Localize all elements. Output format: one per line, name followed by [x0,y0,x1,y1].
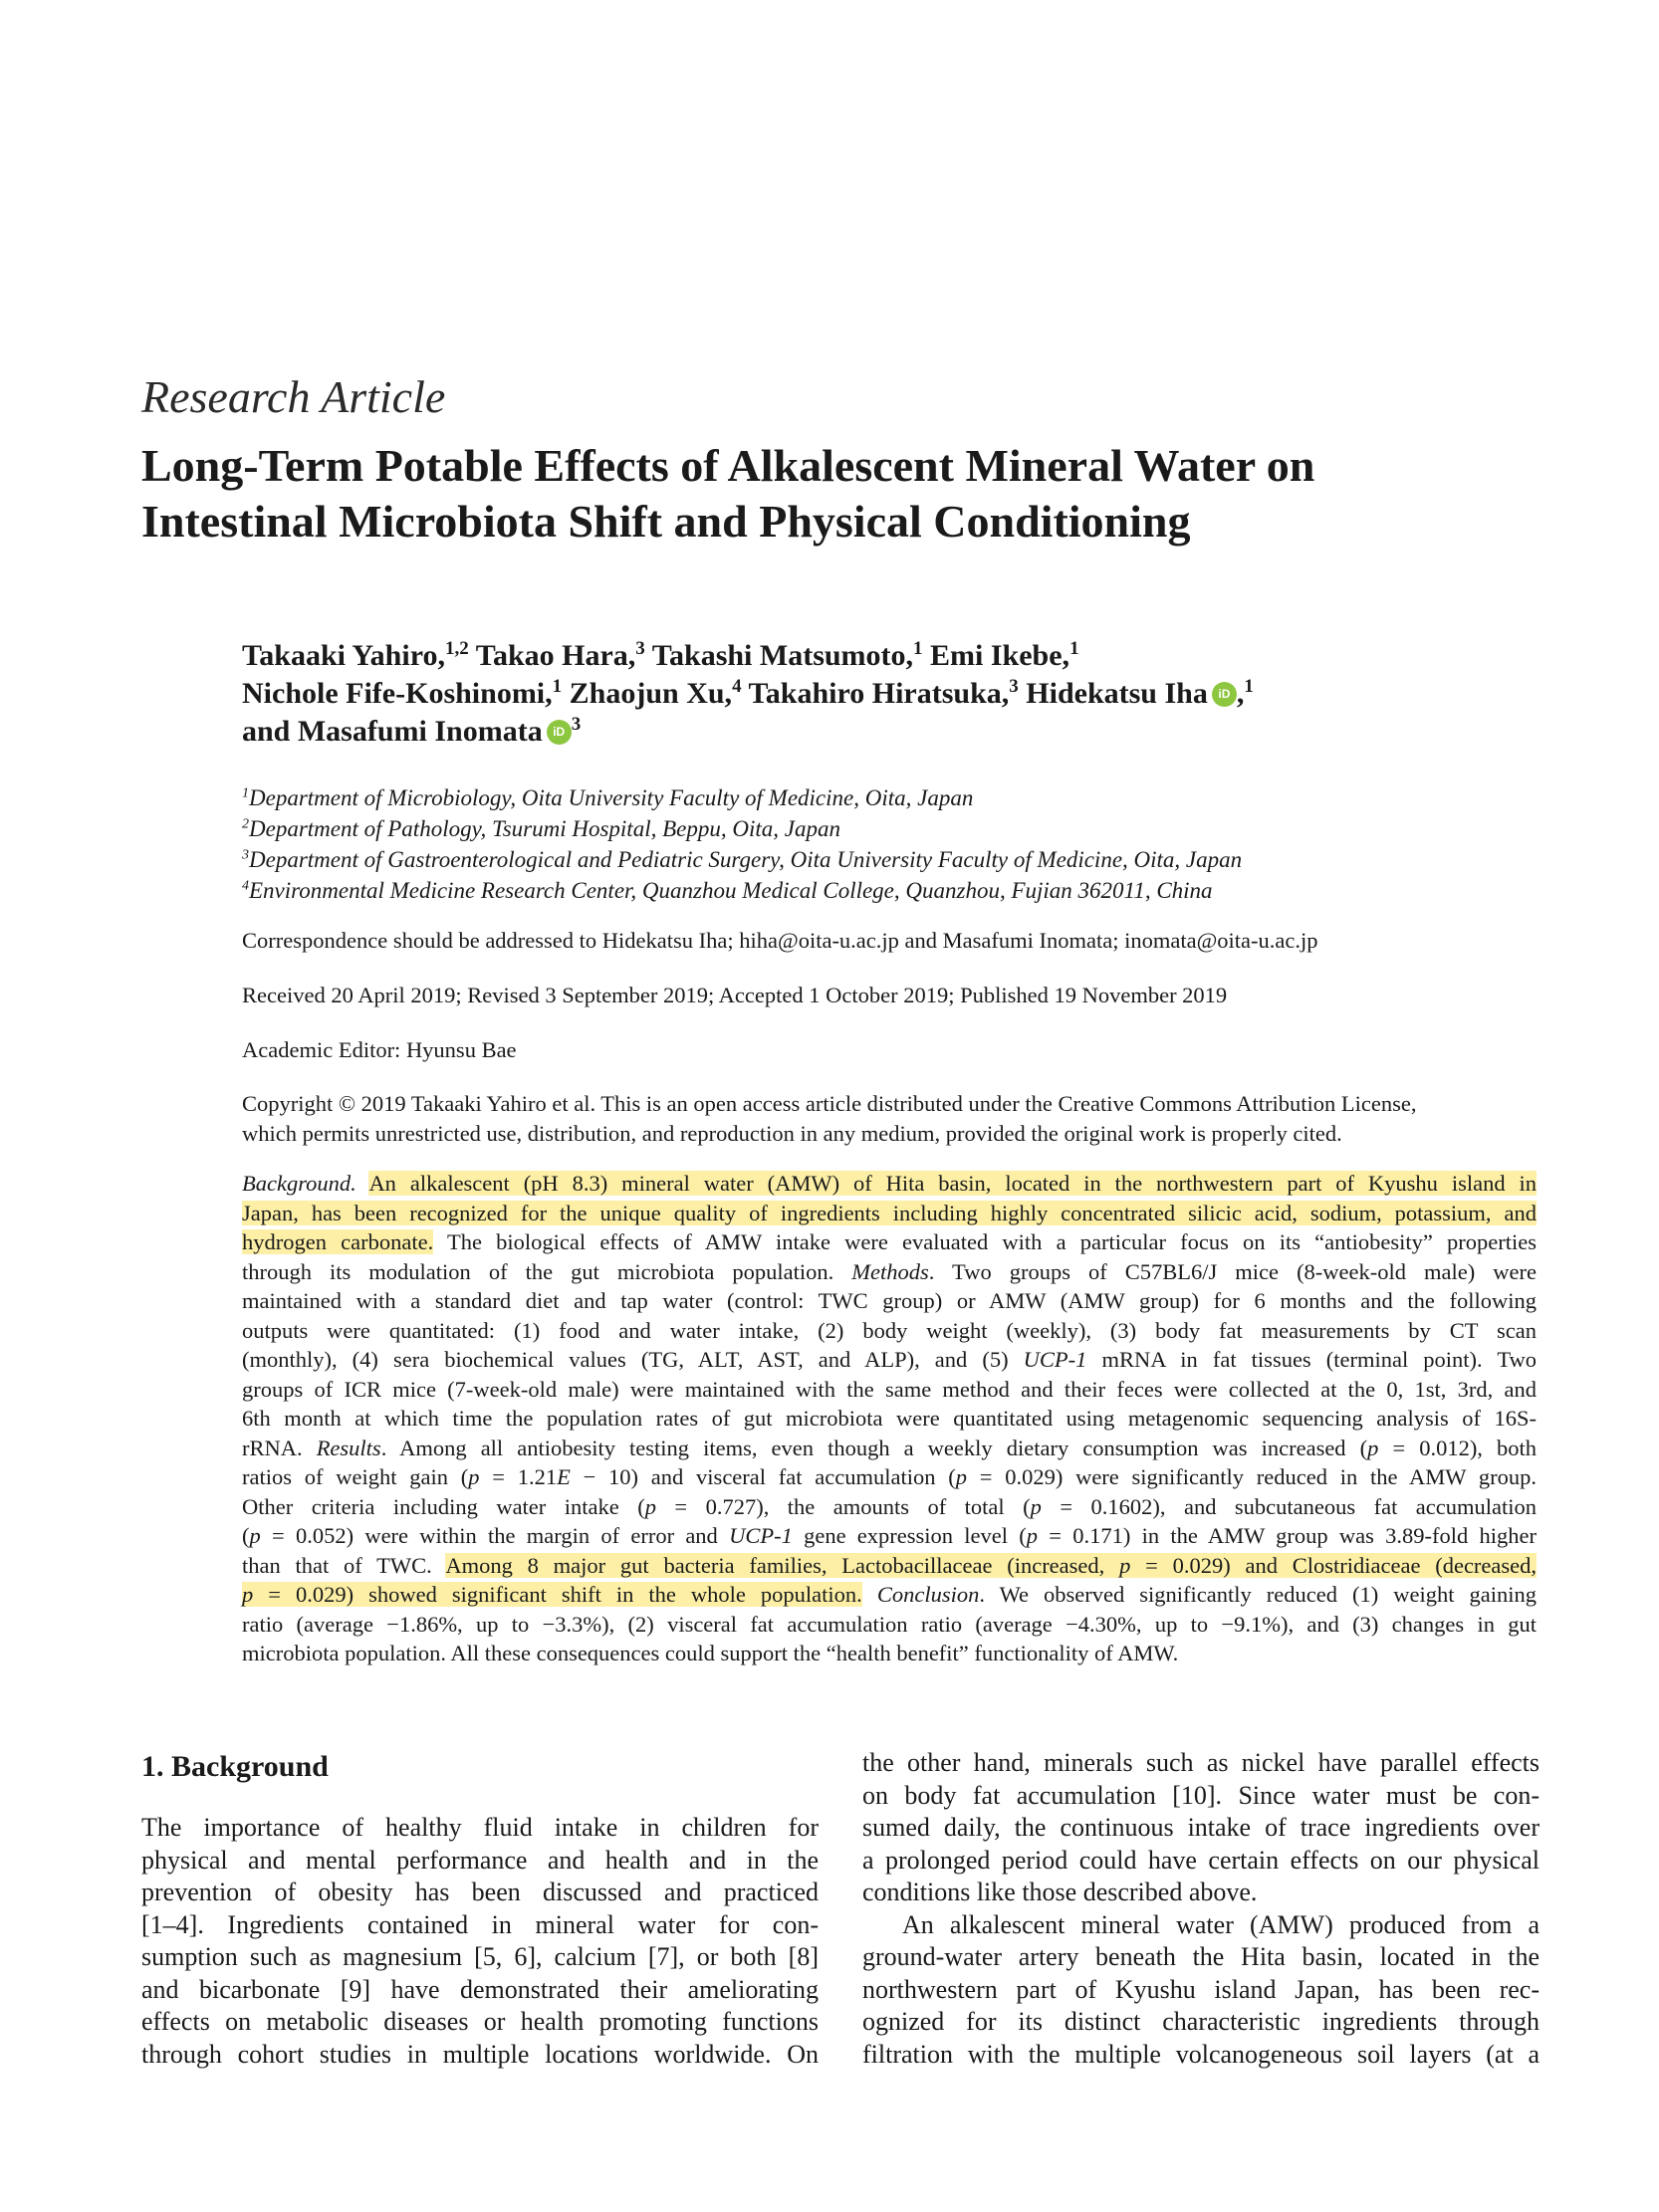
body-line: [1–4]. Ingredients contained in mineral water for con- [141,1909,819,1939]
affiliation-item [242,782,1537,813]
p-symbol: p [955,1464,967,1489]
author-name: Zhaojun Xu, [562,677,733,710]
abstract-text: Among 8 major gut bacteria families, Lactobacillaceae (increased, [445,1552,1120,1578]
abstract-text: than that of TWC. [242,1552,446,1578]
abstract-text: = 0.1602), and subcutaneous fat accumulation [1041,1493,1538,1519]
copyright-line: Copyright © 2019 Takaaki Yahiro et al. This is an open access article distributed under the Creative Commons Attribution License, [242,1091,1417,1116]
abstract-line [242,1257,1537,1287]
highlight [242,1582,862,1607]
abstract-text: = 0.171) in the AMW group was 3.89-fold higher [1038,1523,1538,1548]
abstract-line [242,1434,1537,1463]
abstract-text: = 0.727), the amounts of total ( [655,1493,1031,1519]
abstract-line [242,1199,1537,1228]
p-symbol: p [1119,1552,1131,1578]
abstract-text: = 0.029) and Clostridiaceae (decreased, [1130,1552,1538,1578]
affiliation-marker: 3 [571,714,582,735]
affiliation-text: Department of Pathology, Tsurumi Hospital, Beppu, Oita, Japan [249,816,840,841]
abstract-line: maintained with a standard diet and tap water (control: TWC group) or AMW (AMW group) for 6 months and the following [242,1288,1537,1313]
author-name: Emi Ikebe, [922,639,1070,672]
affiliation-number: 3 [242,847,249,863]
abstract-text: through its modulation of the gut microbiota population. [242,1258,852,1284]
affiliation-marker: 4 [732,676,742,697]
affiliation-marker: 3 [635,638,645,659]
body-line: and bicarbonate [9] have demonstrated their ameliorating [141,1974,819,2004]
body-line: northwestern part of Kyushu island Japan, has been rec- [862,1974,1540,2004]
abstract-text: rRNA. [242,1435,317,1460]
highlight [445,1553,1537,1578]
author-list [242,637,1537,751]
abstract [242,1169,1537,1668]
author-separator: , [1236,677,1245,710]
abstract-label: Methods [851,1258,929,1284]
abstract-line [242,1462,1537,1492]
abstract-line: groups of ICR mice (7-week-old male) were maintained with the same method and their feces were collected at the 0, 1st, 3rd, and [242,1376,1537,1402]
affiliation-number: 4 [242,878,249,894]
section-heading: 1. Background [141,1750,329,1783]
body-line: sumed daily, the continuous intake of trace ingredients over [862,1813,1540,1842]
author-line [242,713,1537,751]
copyright-line: which permits unrestricted use, distribution, and reproduction in any medium, provided the original work is properly cited. [242,1121,1342,1146]
academic-editor: Academic Editor: Hyunsu Bae [242,1037,517,1062]
body-line: filtration with the multiple volcanogeneous soil layers (at a [862,2039,1540,2069]
abstract-line: 6th month at which time the population rates of gut microbiota were quantitated using metagenomic sequencing analysis of 16S- [242,1406,1537,1431]
affiliation-text: Environmental Medicine Research Center, Quanzhou Medical College, Quanzhou, Fujian 362011, China [249,878,1213,903]
body-line: sumption such as magnesium [5, 6], calcium [7], or both [8] [141,1942,819,1971]
body-line: through cohort studies in multiple locations worldwide. On [141,2039,819,2069]
highlight: An alkalescent (pH 8.3) mineral water (AMW) of Hita basin, located in the northwestern part of Kyushu island in [368,1171,1537,1196]
article-title [141,438,1555,550]
body-line: ognized for its distinct characteristic ingredients through [862,2007,1540,2036]
p-symbol: p [1030,1493,1042,1519]
affiliation-number: 1 [242,785,249,801]
body-line: prevention of obesity has been discussed and practiced [141,1878,819,1906]
body-line: ground-water artery beneath the Hita basin, located in the [862,1942,1540,1971]
publication-dates: Received 20 April 2019; Revised 3 September 2019; Accepted 1 October 2019; Published 19 November 2019 [242,983,1228,1007]
abstract-line [242,1492,1537,1522]
author-name: Takashi Matsumoto, [644,639,914,672]
abstract-text: = 0.052) were within the margin of error and [260,1523,730,1548]
affiliation-number: 2 [242,816,249,832]
affiliation-item [242,875,1537,906]
abstract-text: . Among all antiobesity testing items, even though a weekly dietary consumption was increased ( [380,1435,1368,1460]
title-line: Long-Term Potable Effects of Alkalescent Mineral Water on [141,440,1315,491]
p-symbol: p [249,1523,261,1548]
abstract-line: microbiota population. All these consequences could support the “health benefit” functionality of AMW. [242,1641,1179,1665]
abstract-text: = 1.21 [479,1464,558,1489]
affiliation-text: Department of Microbiology, Oita University Faculty of Medicine, Oita, Japan [249,785,974,810]
abstract-line [242,1345,1537,1375]
gene-name: UCP-1 [729,1523,793,1548]
abstract-line: ratio (average −1.86%, up to −3.3%), (2) visceral fat accumulation ratio (average −4.30%, up to −9.1%), and (3) changes in gut [242,1611,1537,1637]
body-line: physical and mental performance and health and in the [141,1845,819,1875]
abstract-text: The biological effects of AMW intake were evaluated with a particular focus on its “antiobesity” properties [433,1229,1538,1254]
abstract-line [242,1551,1537,1581]
orcid-icon[interactable]: iD [1212,682,1237,707]
abstract-line: outputs were quantitated: (1) food and water intake, (2) body weight (weekly), (3) body fat measurements by CT scan [242,1317,1537,1343]
title-line: Intestinal Microbiota Shift and Physical Conditioning [141,496,1191,547]
p-symbol: p [468,1464,480,1489]
article-type: Research Article [141,371,446,422]
abstract-text: = 0.029) showed significant shift in the whole population. [253,1582,862,1607]
abstract-text: Other criteria including water intake ( [242,1493,645,1519]
body-line: conditions like those described above. [862,1878,1258,1906]
author-line [242,637,1537,675]
abstract-label: Results [316,1435,381,1460]
abstract-text: = 0.012), both [1378,1435,1537,1460]
abstract-line [242,1580,1537,1610]
p-symbol: p [1367,1435,1379,1460]
abstract-text: = 0.029) were significantly reduced in the AMW group. [966,1464,1537,1489]
body-line: The importance of healthy fluid intake in children for [141,1813,819,1842]
body-line: the other hand, minerals such as nickel have parallel effects [862,1748,1540,1777]
affiliation-marker: 3 [1009,676,1019,697]
body-line: a prolonged period could have certain effects on our physical [862,1845,1540,1875]
affiliation-item [242,844,1537,875]
affiliation-item [242,813,1537,844]
exponent-symbol: E [557,1464,571,1489]
p-symbol: p [1026,1523,1039,1548]
abstract-text: . We observed significantly reduced (1) weight gaining [979,1582,1538,1607]
gene-name: UCP-1 [1023,1347,1087,1372]
copyright-notice [242,1089,1537,1149]
body-column-left [141,1812,819,2071]
abstract-text: gene expression level ( [792,1523,1027,1548]
abstract-text: − 10) and visceral fat accumulation ( [570,1464,956,1489]
affiliation-marker: 1 [1244,676,1254,697]
body-column-right [862,1747,1540,2071]
author-name: Hidekatsu Iha [1018,677,1208,710]
highlight: Japan, has been recognized for the unique quality of ingredients including highly concentrated silicic acid, sodium, potassium, and [242,1200,1537,1225]
abstract-line [242,1227,1537,1257]
affiliation-list [242,782,1537,906]
author-name: Takaaki Yahiro, [242,639,445,672]
author-name: Takao Hara, [468,639,636,672]
affiliation-text: Department of Gastroenterological and Pediatric Surgery, Oita University Faculty of Medicine, Oita, Japan [249,847,1243,872]
abstract-label: Conclusion [876,1582,980,1607]
abstract-text: ratios of weight gain ( [242,1464,469,1489]
body-line: effects on metabolic diseases or health promoting functions [141,2007,819,2036]
affiliation-marker: 1 [913,638,923,659]
abstract-line [242,1169,1537,1199]
abstract-label: Background. [242,1171,356,1196]
abstract-line [242,1521,1537,1551]
author-name: Takahiro Hiratsuka, [741,677,1010,710]
body-line: on body fat accumulation [10]. Since water must be con- [862,1780,1540,1810]
orcid-icon[interactable]: iD [547,720,572,745]
abstract-text: (monthly), (4) sera biochemical values (TG, ALT, AST, and ALP), and (5) [242,1347,1024,1372]
p-symbol: p [242,1582,254,1607]
p-symbol: p [644,1493,656,1519]
abstract-text: ( [242,1523,250,1548]
abstract-text: mRNA in fat tissues (terminal point). Two [1086,1347,1537,1372]
body-line: An alkalescent mineral water (AMW) produced from a [902,1909,1540,1939]
author-name: Nichole Fife-Koshinomi, [242,677,553,710]
author-line [242,675,1537,713]
abstract-text: . Two groups of C57BL6/J mice (8-week-old male) were [928,1258,1537,1284]
correspondence: Correspondence should be addressed to Hidekatsu Iha; hiha@oita-u.ac.jp and Masafumi Inomata; inomata@oita-u.ac.jp [242,928,1318,953]
affiliation-marker: 1,2 [444,638,469,659]
author-name: and Masafumi Inomata [242,715,543,748]
abstract-text [862,1582,877,1607]
affiliation-marker: 1 [1069,638,1079,659]
highlight: hydrogen carbonate. [242,1229,434,1254]
affiliation-marker: 1 [552,676,563,697]
